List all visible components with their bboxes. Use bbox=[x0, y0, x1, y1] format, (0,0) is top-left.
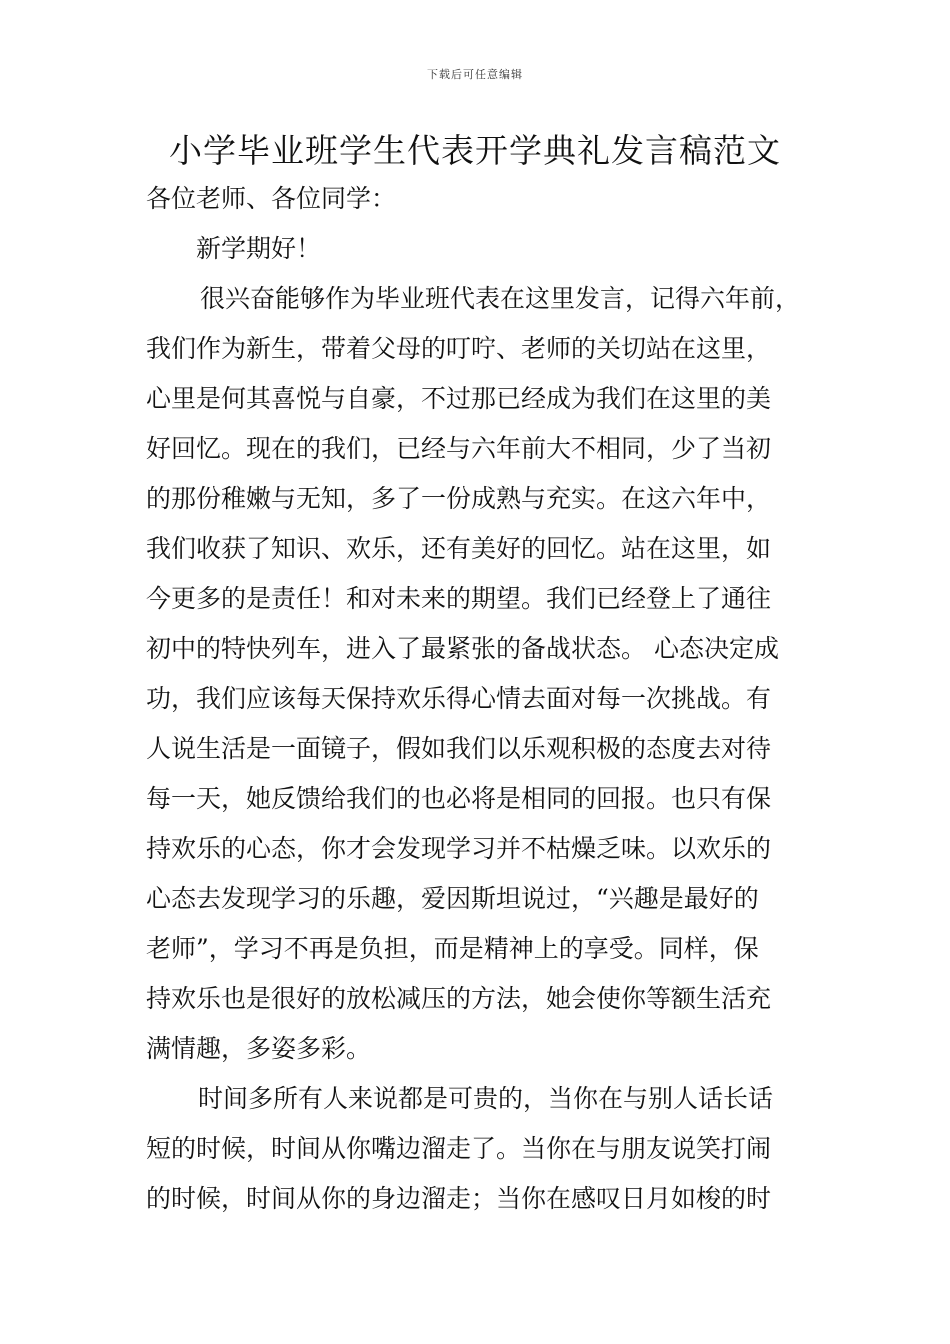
paragraph-line: 我们收获了知识、欢乐，还有美好的回忆。站在这里，如 bbox=[146, 534, 772, 563]
paragraph-line: 短的时候，时间从你嘴边溜走了。当你在与朋友说笑打闹 bbox=[146, 1134, 772, 1163]
paragraph-line: 功，我们应该每天保持欢乐得心情去面对每一次挑战。有 bbox=[146, 684, 772, 713]
paragraph-line: 的那份稚嫩与无知，多了一份成熟与充实。在这六年中， bbox=[146, 484, 772, 513]
paragraph-line: 我们作为新生，带着父母的叮咛、老师的关切站在这里， bbox=[146, 334, 772, 363]
paragraph-line: 持欢乐也是很好的放松减压的方法，她会使你等额生活充 bbox=[146, 984, 772, 1013]
document-title: 小学毕业班学生代表开学典礼发言稿范文 bbox=[169, 131, 781, 170]
header-note: 下载后可任意编辑 bbox=[427, 68, 523, 81]
paragraph-line: 每一天，她反馈给我们的也必将是相同的回报。也只有保 bbox=[146, 784, 772, 813]
paragraph-line: 很兴奋能够作为毕业班代表在这里发言，记得六年前， bbox=[200, 284, 801, 313]
paragraph-line: 心态去发现学习的乐趣，爱因斯坦说过，“兴趣是最好的 bbox=[146, 884, 759, 913]
paragraph-line: 满情趣，多姿多彩。 bbox=[146, 1034, 372, 1063]
greeting-line: 新学期好！ bbox=[196, 234, 322, 263]
paragraph-line: 心里是何其喜悦与自豪，不过那已经成为我们在这里的美 bbox=[146, 384, 772, 413]
paragraph-line: 老师”，学习不再是负担，而是精神上的享受。同样，保 bbox=[146, 934, 759, 963]
paragraph-line: 好回忆。现在的我们，已经与六年前大不相同，少了当初 bbox=[146, 434, 772, 463]
salutation-line: 各位老师、各位同学： bbox=[146, 184, 397, 213]
paragraph-line: 初中的特快列车，进入了最紧张的备战状态。 心态决定成 bbox=[146, 634, 779, 663]
paragraph-line: 今更多的是责任！和对未来的期望。我们已经登上了通往 bbox=[146, 584, 772, 613]
paragraph-line: 人说生活是一面镜子，假如我们以乐观积极的态度去对待 bbox=[146, 734, 772, 763]
paragraph-line: 持欢乐的心态，你才会发现学习并不枯燥乏味。以欢乐的 bbox=[146, 834, 772, 863]
paragraph-line: 时间多所有人来说都是可贵的，当你在与别人话长话 bbox=[198, 1084, 774, 1113]
paragraph-line: 的时候，时间从你的身边溜走；当你在感叹日月如梭的时 bbox=[146, 1184, 772, 1213]
